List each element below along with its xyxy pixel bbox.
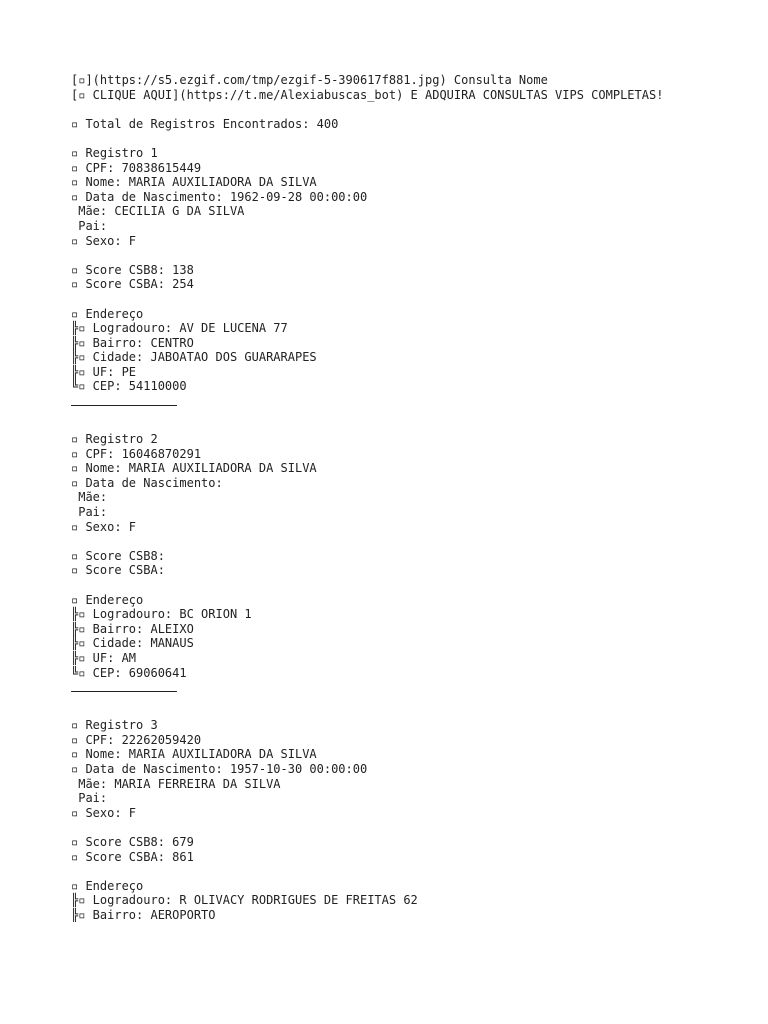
record-cpf: ▫ CPF: 70838615449: [71, 160, 202, 175]
record-city: ╠▫ Cidade: JABOATAO DOS GUARARAPES: [71, 350, 317, 365]
record-birthdate: ▫ Data de Nascimento: 1962-09-28 00:00:00: [71, 189, 368, 204]
record-birthdate: ▫ Data de Nascimento:: [71, 475, 223, 490]
record-street: ╠▫ Logradouro: R OLIVACY RODRIGUES DE FREITAS 62: [71, 893, 418, 908]
record-sex: ▫ Sexo: F: [71, 805, 137, 820]
record-zip: ╚▫ CEP: 54110000: [71, 379, 187, 394]
record-number: ▫ Registro 3: [71, 718, 158, 733]
total-records: ▫ Total de Registros Encontrados: 400: [71, 116, 339, 131]
record-score-csba: ▫ Score CSBA: 254: [71, 277, 194, 292]
record-name: ▫ Nome: MARIA AUXILIADORA DA SILVA: [71, 461, 317, 476]
record-mother: Mãe: CECILIA G DA SILVA: [71, 204, 245, 219]
record-cpf: ▫ CPF: 22262059420: [71, 732, 202, 747]
record-street: ╠▫ Logradouro: BC ORION 1: [71, 607, 252, 622]
record-address-heading: ▫ Endereço: [71, 592, 144, 607]
record-score-csba: ▫ Score CSBA: 861: [71, 849, 194, 864]
record-separator: [71, 405, 177, 406]
record-address-heading: ▫ Endereço: [71, 878, 144, 893]
record-block: [71, 432, 751, 680]
record-number: ▫ Registro 2: [71, 432, 158, 447]
record-father: Pai:: [71, 218, 108, 233]
record-father: Pai:: [71, 791, 108, 806]
record-name: ▫ Nome: MARIA AUXILIADORA DA SILVA: [71, 747, 317, 762]
record-district: ╠▫ Bairro: AEROPORTO: [71, 907, 216, 922]
record-street: ╠▫ Logradouro: AV DE LUCENA 77: [71, 321, 288, 336]
record-score-csb8: ▫ Score CSB8: 138: [71, 262, 194, 277]
record-city: ╠▫ Cidade: MANAUS: [71, 636, 194, 651]
record-score-csb8: ▫ Score CSB8:: [71, 548, 165, 563]
record-state: ╠▫ UF: AM: [71, 650, 137, 665]
record-score-csb8: ▫ Score CSB8: 679: [71, 834, 194, 849]
header-line-bot-link: [▫ CLIQUE AQUI](https://t.me/Alexiabuscas_bot) E ADQUIRA CONSULTAS VIPS COMPLETAS!: [71, 87, 664, 102]
record-district: ╠▫ Bairro: ALEIXO: [71, 621, 194, 636]
record-block: [71, 146, 751, 394]
record-mother: Mãe: MARIA FERREIRA DA SILVA: [71, 776, 281, 791]
record-cpf: ▫ CPF: 16046870291: [71, 446, 202, 461]
record-separator: [71, 691, 177, 692]
record-mother: Mãe:: [71, 490, 108, 505]
record-father: Pai:: [71, 505, 108, 520]
record-zip: ╚▫ CEP: 69060641: [71, 665, 187, 680]
header-line-image-link: [▫](https://s5.ezgif.com/tmp/ezgif-5-390617f881.jpg) Consulta Nome: [71, 73, 548, 87]
record-number: ▫ Registro 1: [71, 145, 158, 160]
record-score-csba: ▫ Score CSBA:: [71, 563, 165, 578]
record-sex: ▫ Sexo: F: [71, 519, 137, 534]
record-birthdate: ▫ Data de Nascimento: 1957-10-30 00:00:00: [71, 761, 368, 776]
record-district: ╠▫ Bairro: CENTRO: [71, 335, 194, 350]
record-address-heading: ▫ Endereço: [71, 306, 144, 321]
document-page: [71, 73, 751, 922]
record-sex: ▫ Sexo: F: [71, 233, 137, 248]
record-block: [71, 718, 751, 922]
record-name: ▫ Nome: MARIA AUXILIADORA DA SILVA: [71, 175, 317, 190]
record-state: ╠▫ UF: PE: [71, 364, 137, 379]
